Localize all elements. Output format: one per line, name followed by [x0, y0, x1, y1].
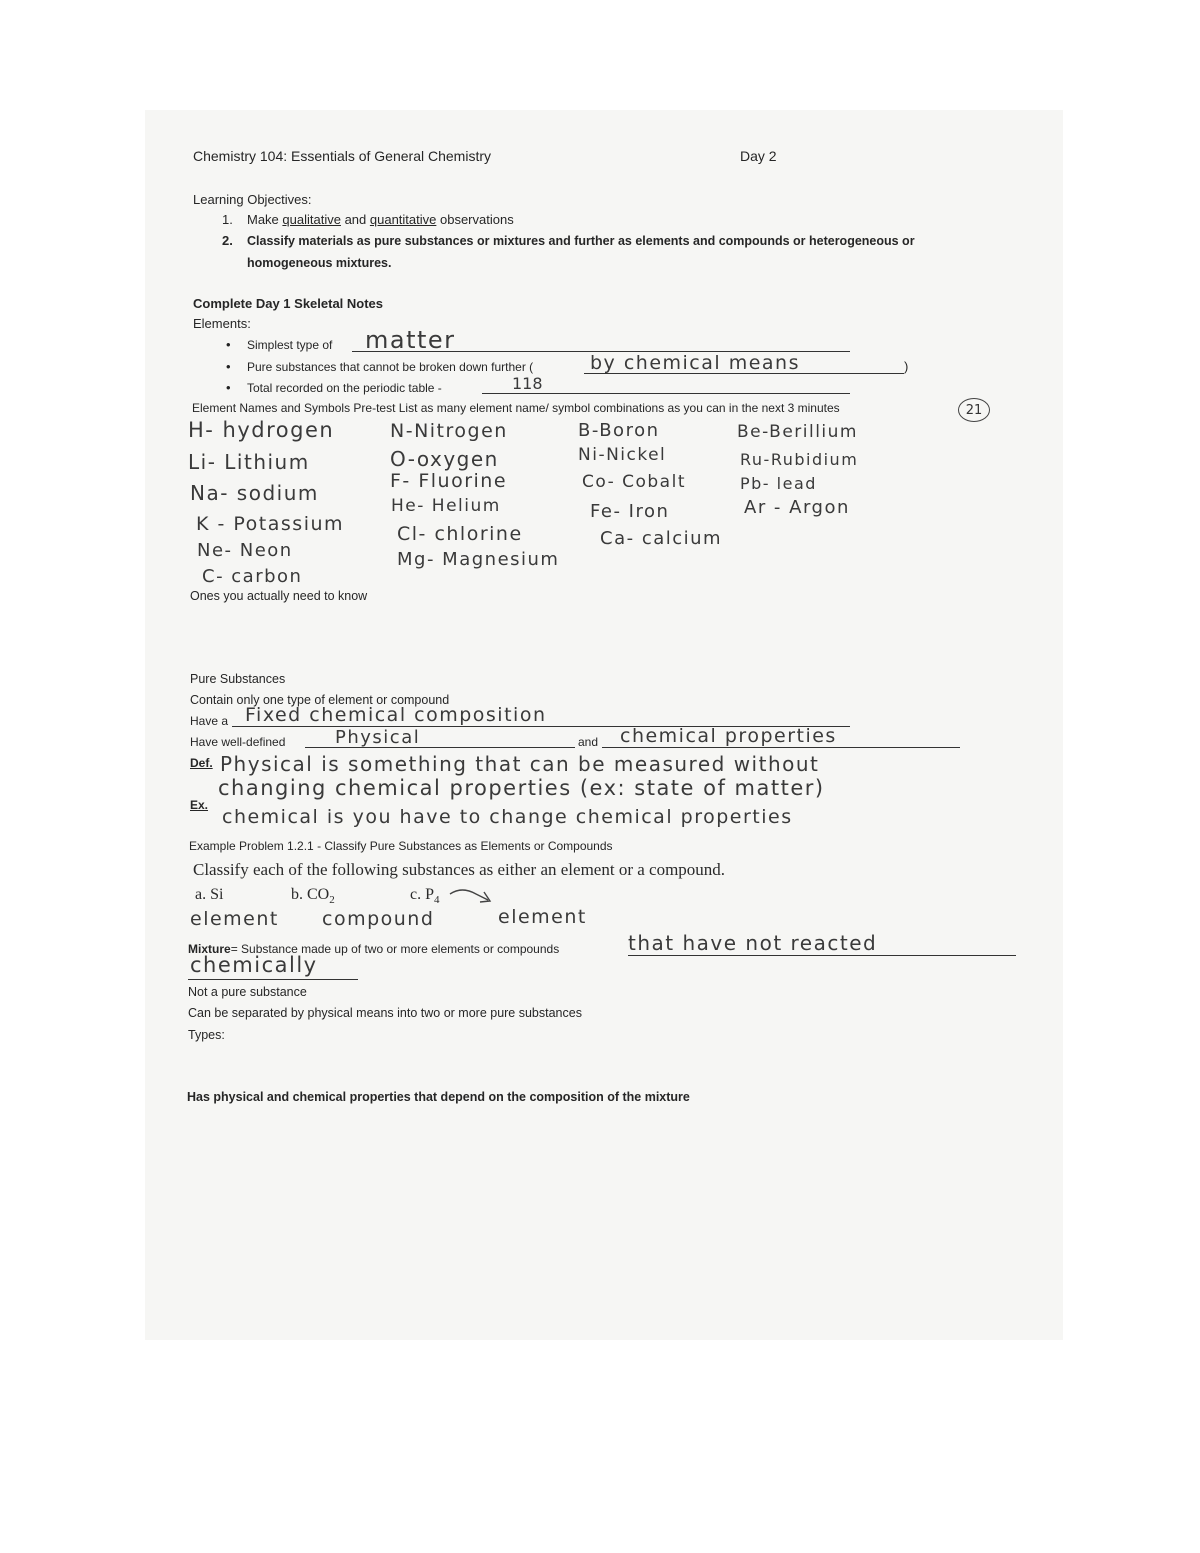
element-mg: Mg- Magnesium — [397, 549, 560, 570]
element-li: Li- Lithium — [188, 450, 310, 474]
element-o: O-oxygen — [390, 447, 499, 471]
def-handwriting: Physical is something that can be measured without — [220, 752, 820, 776]
mixture-line1: Not a pure substance — [188, 985, 307, 999]
element-he: He- Helium — [391, 496, 501, 516]
element-cl: Cl- chlorine — [397, 523, 523, 545]
element-be: Be-Berillium — [737, 422, 858, 442]
objective-1: Make qualitative and quantitative observations — [247, 212, 514, 227]
example-heading: Example Problem 1.2.1 - Classify Pure Substances as Elements or Compounds — [189, 839, 613, 853]
ex-label: Ex. — [190, 798, 209, 812]
answer-line — [628, 955, 1016, 956]
answer-c: element — [498, 906, 587, 928]
answer-118: 118 — [512, 374, 543, 393]
element-ca: Ca- calcium — [600, 528, 723, 549]
bullet-icon: • — [226, 380, 231, 395]
mixture-hw-1: that have not reacted — [628, 931, 878, 955]
mixture-hw-2: chemically — [190, 953, 318, 977]
pure-welldef: Have well-defined — [190, 735, 286, 749]
mixture-definition: Mixture= Substance made up of two or more elements or compounds — [188, 942, 560, 956]
answer-chemical-properties: chemical properties — [620, 725, 837, 747]
day-label: Day 2 — [740, 148, 777, 164]
elements-label: Elements: — [193, 316, 251, 331]
answer-a: element — [190, 908, 279, 930]
element-b: B-Boron — [578, 420, 660, 441]
answer-physical: Physical — [335, 727, 421, 748]
mixture-bottom: Has physical and chemical properties that depend on the composition of the mixture — [187, 1090, 690, 1104]
example-b: b. $CO_2$ — [291, 886, 335, 907]
example-a: a. Si — [195, 886, 224, 903]
example-c: c. $P_4$ — [410, 886, 440, 907]
mixture-line2: Can be separated by physical means into two or more pure substances — [188, 1006, 582, 1020]
pure-havea: Have a — [190, 714, 229, 728]
answer-line — [602, 747, 960, 748]
objective-1-number: 1. — [222, 212, 233, 227]
objective-2-number: 2. — [222, 233, 233, 248]
bullet-2-close: ) — [904, 359, 909, 374]
element-pb: Pb- lead — [740, 474, 817, 493]
bullet-icon: • — [226, 359, 231, 374]
element-na: Na- sodium — [190, 481, 319, 505]
bullet-icon: • — [226, 337, 231, 352]
def-label: Def. — [190, 756, 213, 770]
need-to-know: Ones you actually need to know — [190, 589, 368, 603]
objective-2-line1: Classify materials as pure substances or mixtures and further as elements and compounds or heterogeneous or — [247, 234, 915, 248]
answer-line — [482, 393, 850, 394]
element-k: K - Potassium — [196, 513, 345, 535]
example-prompt: Classify each of the following substances as either an element or a compound. — [193, 860, 726, 879]
element-c: C- carbon — [202, 566, 303, 587]
arrow-icon — [448, 886, 494, 906]
element-h: H- hydrogen — [188, 418, 335, 442]
pure-and: and — [578, 735, 599, 749]
answer-matter: matter — [365, 326, 456, 354]
bullet-1-text: Simplest type of — [247, 338, 333, 352]
score-circle: 21 — [958, 398, 990, 422]
answer-chemical-means: by chemical means — [590, 352, 800, 374]
element-f: F- Fluorine — [390, 470, 508, 492]
answer-composition: Fixed chemical composition — [245, 704, 547, 726]
pure-line1: Contain only one type of element or compound — [190, 693, 450, 707]
answer-b: compound — [322, 908, 435, 930]
objective-2-line2: homogeneous mixtures. — [247, 256, 392, 270]
element-n: N-Nitrogen — [390, 420, 508, 442]
ex-handwriting-2: chemical is you have to change chemical properties — [222, 806, 793, 828]
objectives-heading: Learning Objectives: — [193, 192, 312, 207]
pretest-instructions: Element Names and Symbols Pre-test List as many element name/ symbol combinations as you can in the next 3 minutes — [192, 401, 840, 415]
answer-line — [188, 979, 358, 980]
element-ne: Ne- Neon — [197, 540, 293, 561]
element-ni: Ni-Nickel — [578, 445, 667, 465]
pure-heading: Pure Substances — [190, 672, 286, 686]
element-ru: Ru-Rubidium — [740, 450, 859, 469]
bullet-3-text: Total recorded on the periodic table - — [247, 381, 442, 395]
element-ar: Ar - Argon — [744, 497, 850, 518]
bullet-2-text: Pure substances that cannot be broken down further ( — [247, 360, 534, 374]
element-fe: Fe- Iron — [590, 501, 670, 522]
mixture-types: Types: — [188, 1028, 225, 1042]
ex-handwriting-1: changing chemical properties (ex: state of matter) — [218, 776, 825, 800]
element-co: Co- Cobalt — [582, 472, 686, 492]
day1-heading: Complete Day 1 Skeletal Notes — [193, 296, 384, 311]
course-title: Chemistry 104: Essentials of General Chemistry — [193, 148, 491, 164]
